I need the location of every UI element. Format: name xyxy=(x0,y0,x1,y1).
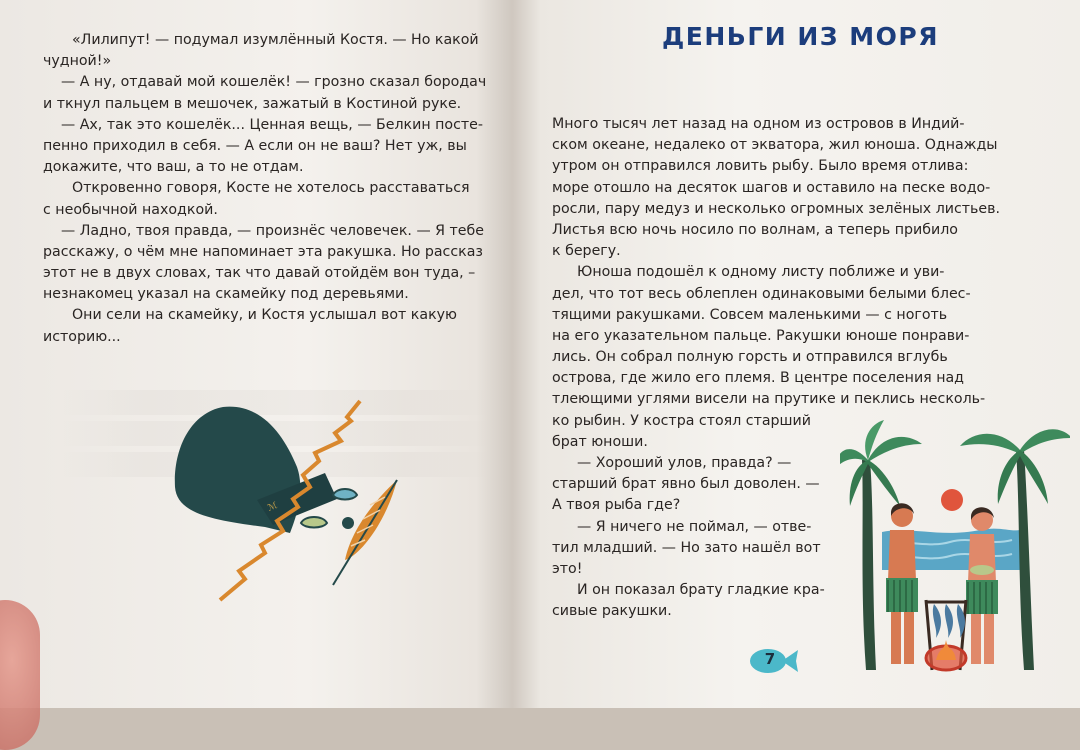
text-line: пенно приходил в себя. — А если он не ваш? Нет уж, вы xyxy=(43,137,467,154)
text-line: Юноша подошёл к одному листу поближе и уви- xyxy=(577,264,945,281)
text-line: — Ах, так это кошелёк... Ценная вещь, — Белкин посте- xyxy=(61,116,484,133)
text-line: незнакомец указал на скамейку под деревьями. xyxy=(43,286,409,303)
text-line: Листья всю ночь носило по волнам, а теперь прибило xyxy=(552,221,958,238)
shell-icon xyxy=(301,517,327,528)
text-line: историю... xyxy=(43,328,121,345)
text-line: чудной!» xyxy=(43,53,112,70)
text-line: — Я ничего не поймал, — отве- xyxy=(577,518,812,535)
shell-icon xyxy=(333,489,357,500)
figure-older-brother xyxy=(886,503,918,664)
text-line: старший брат явно был доволен. — xyxy=(552,476,820,493)
fish-over-fire xyxy=(926,600,966,670)
text-line: на его указательном пальце. Ракушки юноше понрави- xyxy=(552,327,970,344)
text-line: докажите, что ваш, а то не отдам. xyxy=(43,159,304,176)
text-line: Откровенно говоря, Косте не хотелось расставаться xyxy=(72,180,470,197)
story-title: ДЕНЬГИ ИЗ МОРЯ xyxy=(662,22,939,51)
text-line: «Лилипут! — подумал изумлённый Костя. — Но какой xyxy=(72,32,479,48)
pouch-monogram-mark: ℳ xyxy=(266,500,280,514)
text-line: тящими ракушками. Совсем маленькими — с ноготь xyxy=(552,306,948,323)
text-line: утром он отправился ловить рыбу. Было время отлива: xyxy=(552,158,969,175)
text-line: расскажу, о чём мне напоминает эта ракушка. Но рассказ xyxy=(43,243,483,260)
text-line: ском океане, недалеко от экватора, жил юноша. Однажды xyxy=(552,137,998,154)
pouch-illustration xyxy=(165,395,405,610)
text-line: — Ладно, твоя правда, — произнёс человечек. — Я тебе xyxy=(61,222,484,239)
text-line: брат юноши. xyxy=(552,433,648,450)
text-line: Много тысяч лет назад на одном из островов в Индий- xyxy=(552,116,965,132)
text-line: это! xyxy=(552,560,583,577)
text-line: Они сели на скамейку, и Костя услышал вот какую xyxy=(72,307,457,324)
text-line: и ткнул пальцем в мешочек, зажатый в Костиной руке. xyxy=(43,95,462,112)
text-line: ко рыбин. У костра стоял старший xyxy=(552,412,811,429)
page-number: 7 xyxy=(764,650,776,668)
shells-in-hand xyxy=(970,565,994,575)
text-line: тил младший. — Но зато нашёл вот xyxy=(552,539,821,556)
shell-icon xyxy=(342,517,354,529)
text-line: — Хороший улов, правда? — xyxy=(577,455,792,471)
text-line: лись. Он собрал полную горсть и отправился вглубь xyxy=(552,349,948,366)
text-line: А твоя рыба где? xyxy=(552,497,681,514)
text-line: с необычной находкой. xyxy=(43,201,218,218)
text-line: тлеющими углями висели на прутике и пеклись несколь- xyxy=(552,391,986,408)
text-line: И он показал брату гладкие кра- xyxy=(577,582,825,599)
island-illustration xyxy=(840,420,1070,685)
left-page-text xyxy=(43,30,503,348)
text-line: острова, где жило его племя. В центре поселения над xyxy=(552,370,964,387)
text-line: росли, пару медуз и несколько огромных зелёных листьев. xyxy=(552,200,1001,217)
finger xyxy=(0,600,40,750)
sun-icon xyxy=(941,489,963,511)
text-line: — А ну, отдавай мой кошелёк! — грозно сказал бородач xyxy=(61,74,487,91)
text-line: дел, что тот весь облеплен одинаковыми белыми блес- xyxy=(552,285,971,302)
text-line: этот не в двух словах, так что давай отойдём вон туда, – xyxy=(43,265,476,282)
text-line: сивые ракушки. xyxy=(552,603,672,620)
text-line: к берегу. xyxy=(552,243,621,260)
text-line: море отошло на десяток шагов и оставило на песке водо- xyxy=(552,179,991,196)
